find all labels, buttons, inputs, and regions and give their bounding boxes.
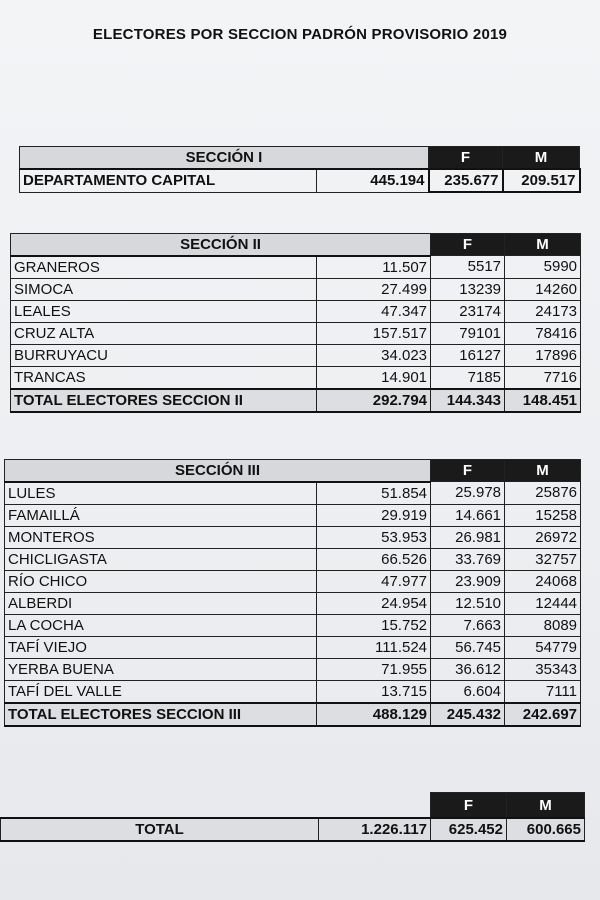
- table-row: [5, 614, 581, 636]
- row-total: 445.194: [317, 169, 429, 192]
- row-f: 25.978: [431, 482, 505, 505]
- row-total: 24.954: [317, 592, 431, 614]
- column-header-f: F: [431, 793, 507, 819]
- column-header-f: F: [431, 460, 505, 482]
- row-name: CRUZ ALTA: [11, 322, 317, 344]
- row-m: 12444: [505, 592, 581, 614]
- table-row: [11, 344, 581, 366]
- row-f: 6.604: [431, 680, 505, 703]
- row-total: 111.524: [317, 636, 431, 658]
- row-name: CHICLIGASTA: [5, 548, 317, 570]
- row-total: 29.919: [317, 504, 431, 526]
- row-f: 16127: [431, 344, 505, 366]
- row-total: 51.854: [317, 482, 431, 505]
- row-name: ALBERDI: [5, 592, 317, 614]
- column-header-m: M: [505, 460, 581, 482]
- grand-total-m: 600.665: [507, 818, 585, 841]
- table-row: [11, 300, 581, 322]
- table-row: [5, 636, 581, 658]
- row-m: 26972: [505, 526, 581, 548]
- grand-total-label: TOTAL: [1, 818, 319, 841]
- seccion-3-table: [4, 459, 581, 727]
- row-f: 14.661: [431, 504, 505, 526]
- row-f: 23174: [431, 300, 505, 322]
- row-m: 7716: [505, 366, 581, 389]
- row-f: 13239: [431, 278, 505, 300]
- row-name: BURRUYACU: [11, 344, 317, 366]
- row-f: 26.981: [431, 526, 505, 548]
- table-row: [5, 548, 581, 570]
- row-m: 24068: [505, 570, 581, 592]
- row-m: 15258: [505, 504, 581, 526]
- row-name: YERBA BUENA: [5, 658, 317, 680]
- column-header-f: F: [431, 234, 505, 256]
- row-m: 5990: [505, 256, 581, 279]
- table-row: [5, 658, 581, 680]
- row-f: 7185: [431, 366, 505, 389]
- row-f: 33.769: [431, 548, 505, 570]
- total-f: 245.432: [431, 703, 505, 726]
- total-m: 148.451: [505, 389, 581, 412]
- section-heading: SECCIÓN I: [20, 147, 429, 170]
- grand-total-table: [0, 792, 585, 842]
- row-name: MONTEROS: [5, 526, 317, 548]
- row-f: 7.663: [431, 614, 505, 636]
- row-name: SIMOCA: [11, 278, 317, 300]
- row-total: 27.499: [317, 278, 431, 300]
- row-name: TAFÍ VIEJO: [5, 636, 317, 658]
- row-m: 32757: [505, 548, 581, 570]
- row-f: 235.677: [429, 169, 503, 192]
- row-m: 14260: [505, 278, 581, 300]
- row-m: 209.517: [503, 169, 580, 192]
- total-m: 242.697: [505, 703, 581, 726]
- section-total-row: [5, 703, 581, 726]
- row-total: 34.023: [317, 344, 431, 366]
- row-m: 7111: [505, 680, 581, 703]
- total-f: 144.343: [431, 389, 505, 412]
- total-label: TOTAL ELECTORES SECCION II: [11, 389, 317, 412]
- total-value: 292.794: [317, 389, 431, 412]
- row-m: 78416: [505, 322, 581, 344]
- row-name: TAFÍ DEL VALLE: [5, 680, 317, 703]
- seccion-2-table: [10, 233, 581, 413]
- table-row: [5, 482, 581, 505]
- row-name: FAMAILLÁ: [5, 504, 317, 526]
- seccion-1-table: [19, 146, 581, 193]
- row-total: 13.715: [317, 680, 431, 703]
- row-m: 25876: [505, 482, 581, 505]
- grand-total-row: [1, 818, 585, 841]
- table-row: [11, 256, 581, 279]
- row-total: 47.347: [317, 300, 431, 322]
- row-m: 17896: [505, 344, 581, 366]
- row-m: 24173: [505, 300, 581, 322]
- table-row: [11, 366, 581, 389]
- row-total: 71.955: [317, 658, 431, 680]
- row-total: 53.953: [317, 526, 431, 548]
- table-row: [20, 169, 580, 192]
- row-f: 12.510: [431, 592, 505, 614]
- row-total: 14.901: [317, 366, 431, 389]
- total-label: TOTAL ELECTORES SECCION III: [5, 703, 317, 726]
- grand-total-f: 625.452: [431, 818, 507, 841]
- row-name: LEALES: [11, 300, 317, 322]
- document-title: ELECTORES POR SECCION PADRÓN PROVISORIO 2019: [92, 26, 508, 43]
- row-name: TRANCAS: [11, 366, 317, 389]
- row-name: RÍO CHICO: [5, 570, 317, 592]
- row-m: 8089: [505, 614, 581, 636]
- column-header-m: M: [507, 793, 585, 819]
- row-total: 15.752: [317, 614, 431, 636]
- table-row: [11, 322, 581, 344]
- table-row: [5, 504, 581, 526]
- section-heading: SECCIÓN III: [5, 460, 431, 482]
- table-row: [5, 592, 581, 614]
- grand-total-value: 1.226.117: [319, 818, 431, 841]
- column-header-f: F: [429, 147, 503, 170]
- column-header-m: M: [503, 147, 580, 170]
- table-row: [5, 680, 581, 703]
- row-f: 36.612: [431, 658, 505, 680]
- row-name: DEPARTAMENTO CAPITAL: [20, 169, 317, 192]
- table-row: [5, 570, 581, 592]
- table-row: [5, 526, 581, 548]
- row-name: LULES: [5, 482, 317, 505]
- row-name: GRANEROS: [11, 256, 317, 279]
- section-total-row: [11, 389, 581, 412]
- row-m: 54779: [505, 636, 581, 658]
- row-m: 35343: [505, 658, 581, 680]
- row-f: 23.909: [431, 570, 505, 592]
- row-total: 157.517: [317, 322, 431, 344]
- row-total: 11.507: [317, 256, 431, 279]
- column-header-m: M: [505, 234, 581, 256]
- row-name: LA COCHA: [5, 614, 317, 636]
- row-f: 5517: [431, 256, 505, 279]
- row-total: 66.526: [317, 548, 431, 570]
- table-row: [11, 278, 581, 300]
- row-f: 79101: [431, 322, 505, 344]
- row-f: 56.745: [431, 636, 505, 658]
- total-value: 488.129: [317, 703, 431, 726]
- section-heading: SECCIÓN II: [11, 234, 431, 256]
- row-total: 47.977: [317, 570, 431, 592]
